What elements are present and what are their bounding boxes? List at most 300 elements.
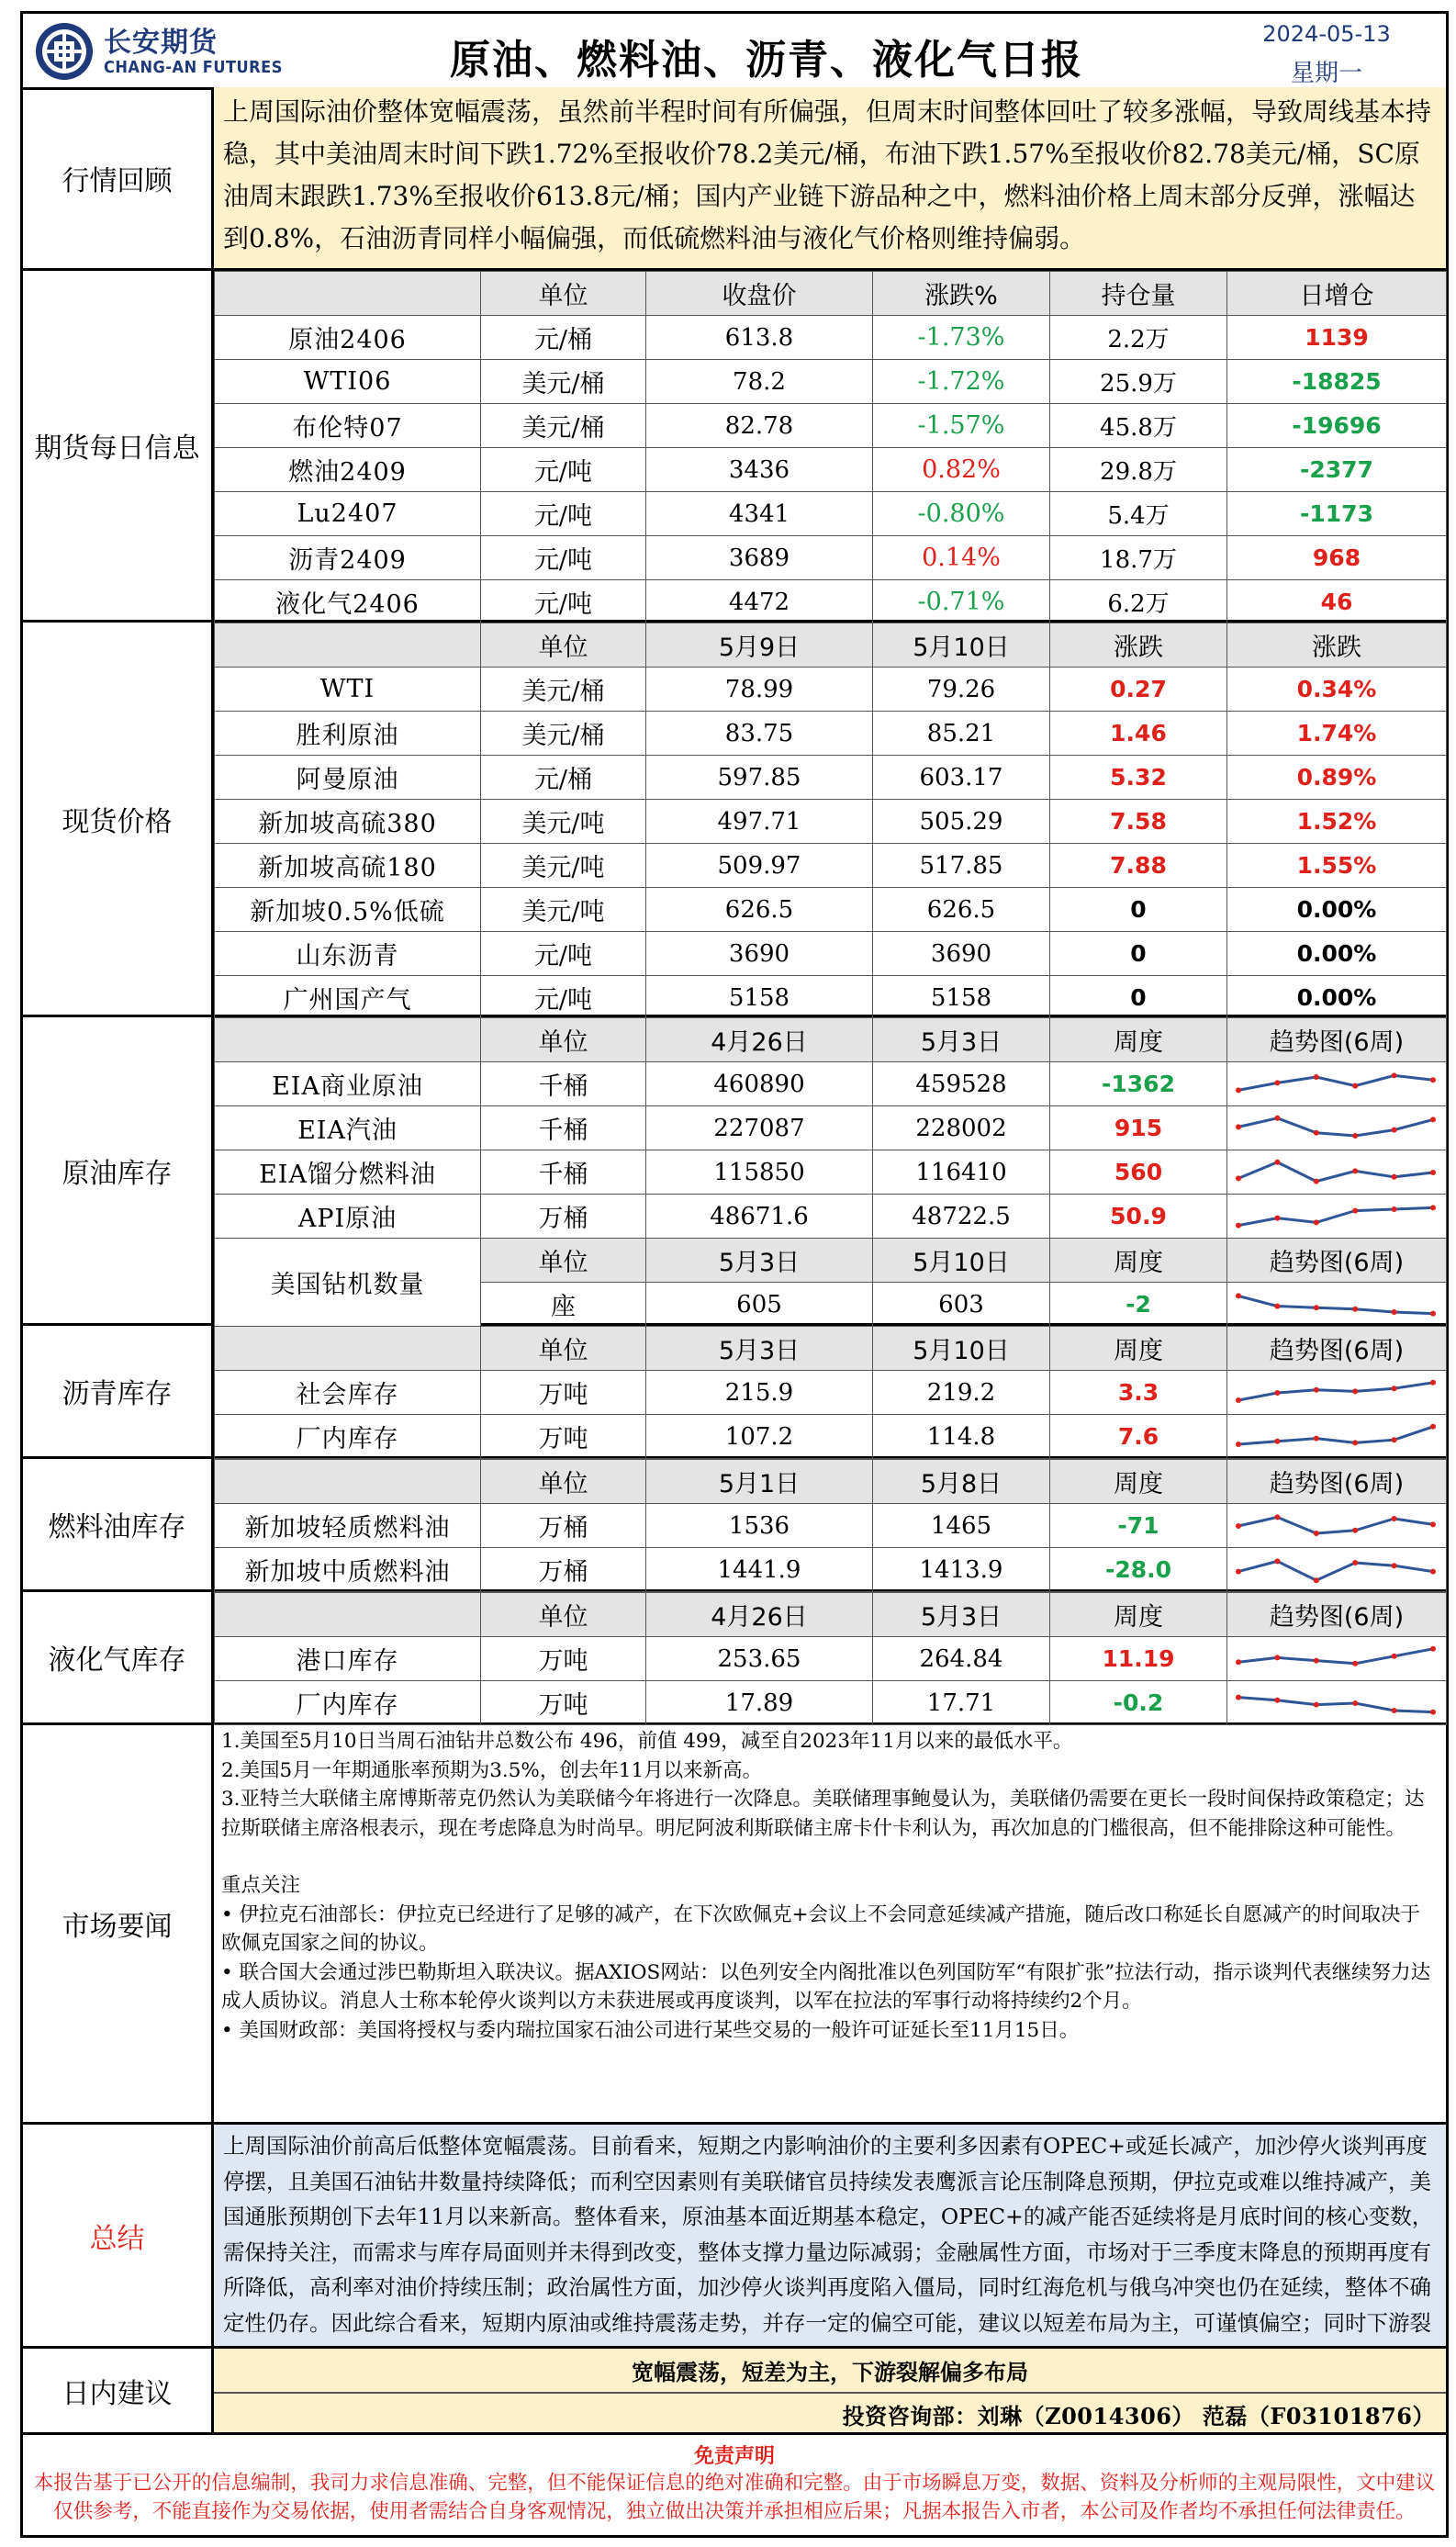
sparkline-point bbox=[1314, 1577, 1319, 1583]
daily-oi-change-cell: 968 bbox=[1227, 536, 1447, 580]
futures-header-row bbox=[215, 272, 1447, 316]
table-header: 5月3日 bbox=[873, 1593, 1050, 1637]
sparkline-point bbox=[1352, 1207, 1358, 1213]
change-cell: 7.58 bbox=[1050, 800, 1227, 844]
table-row bbox=[215, 800, 1447, 844]
summary-section bbox=[23, 2125, 1446, 2349]
sparkline-cell bbox=[1227, 1283, 1447, 1327]
report-page bbox=[20, 11, 1449, 2538]
sparkline-point bbox=[1274, 1303, 1280, 1308]
spot-name: 广州国产气 bbox=[215, 976, 481, 1020]
spot-name: 阿曼原油 bbox=[215, 756, 481, 800]
table-header: 5月1日 bbox=[646, 1460, 873, 1504]
daily-oi-change-cell: -19696 bbox=[1227, 404, 1447, 448]
report-date: 2024-05-13 bbox=[1262, 21, 1391, 47]
contract-name: 液化气2406 bbox=[215, 580, 481, 624]
price-cell: 5158 bbox=[873, 976, 1050, 1020]
table-row bbox=[215, 1371, 1447, 1415]
sparkline-point bbox=[1352, 1168, 1358, 1173]
table-row bbox=[215, 888, 1447, 932]
table-header: 4月26日 bbox=[646, 1018, 873, 1062]
sparkline-point bbox=[1274, 1438, 1280, 1443]
value-cell: 48671.6 bbox=[646, 1195, 873, 1239]
sparkline-point bbox=[1274, 1655, 1280, 1660]
spot-name: 新加坡0.5%低硫 bbox=[215, 888, 481, 932]
price-cell: 79.26 bbox=[873, 668, 1050, 712]
change-pct-cell: -1.57% bbox=[873, 404, 1050, 448]
unit-cell: 万吨 bbox=[481, 1371, 646, 1415]
sparkline-line bbox=[1238, 1426, 1433, 1443]
price-cell: 509.97 bbox=[646, 844, 873, 888]
daily-oi-change-cell: -1173 bbox=[1227, 492, 1447, 536]
value-cell: 114.8 bbox=[873, 1415, 1050, 1459]
inventory-name: 社会库存 bbox=[215, 1371, 481, 1415]
trend-sparkline bbox=[1227, 1196, 1444, 1237]
sparkline-line bbox=[1238, 1517, 1433, 1533]
sparkline-point bbox=[1430, 1568, 1436, 1574]
change-cell: 1.46 bbox=[1050, 712, 1227, 756]
consultant-info: 投资咨询部：刘琳（Z0014306） 范磊（F03101876） bbox=[842, 2403, 1435, 2429]
sparkline-point bbox=[1236, 1523, 1241, 1529]
sparkline-point bbox=[1236, 1175, 1241, 1181]
table-header: 单位 bbox=[481, 1327, 646, 1371]
sparkline-point bbox=[1314, 1178, 1319, 1184]
unit-cell: 万桶 bbox=[481, 1548, 646, 1592]
news-item: 3.亚特兰大联储主席博斯蒂克仍然认为美联储今年将进行一次降息。美联储理事鲍曼认为，美联储仍需要在更长一段时间保持政策稳定；达拉斯联储主席洛根表示，现在考虑降息为时尚早。明尼阿波利斯联储主席卡什卡利认为，再次加息的门槛很高，但不能排除这种可能性。 bbox=[221, 1788, 1425, 1840]
weekly-change-cell: 560 bbox=[1050, 1150, 1227, 1195]
price-cell: 626.5 bbox=[873, 888, 1050, 932]
table-header: 趋势图(6周) bbox=[1227, 1327, 1447, 1371]
unit-cell: 万桶 bbox=[481, 1195, 646, 1239]
weekly-change-cell: -1362 bbox=[1050, 1062, 1227, 1106]
table-row bbox=[215, 580, 1447, 624]
sparkline-point bbox=[1274, 1115, 1280, 1120]
value-cell: 115850 bbox=[646, 1150, 873, 1195]
spot-header: 5月10日 bbox=[873, 623, 1050, 668]
table-row bbox=[215, 1106, 1447, 1150]
lpg-inventory-table bbox=[214, 1592, 1447, 1725]
summary-text: 上周国际油价前高后低整体宽幅震荡。目前看来，短期之内影响油价的主要利多因素有OPEC+或延长减产，加沙停火谈判再度停摆，且美国石油钻井数量持续降低；而利空因素则有美联储官员持续发表鹰派言论压制降息预期，伊拉克或难以维持减产，美国通胀预期创下去年11月以来新高。整体看来，原油基本面近期基本稳定，OPEC+的减产能否延续将是月底时间的核心变数，需保持关注，而需求与库存局面则并未得到改变，整体支撑力量边际减弱；金融属性方面，市场对于三季度末降息的预期再度有所降低，高利率对油价持续压制；政治属性方面，加沙停火谈判再度陷入僵局，同时红海危机与俄乌冲突也仍在延续，整体不确定性仍存。因此综合看来，短期内原油或维持震荡走势，并存一定的偏空可能，建议以短差布局为主，可谨慎偏空；同时下游裂 bbox=[223, 2133, 1434, 2336]
trend-sparkline bbox=[1227, 1285, 1444, 1325]
value-cell: 107.2 bbox=[646, 1415, 873, 1459]
spot-header: 涨跌 bbox=[1227, 623, 1447, 668]
change-pct-cell: 0.00% bbox=[1227, 976, 1447, 1020]
open-interest-cell: 5.4万 bbox=[1050, 492, 1227, 536]
sparkline-point bbox=[1430, 1170, 1436, 1175]
weekly-change-cell: -28.0 bbox=[1050, 1548, 1227, 1592]
sparkline-point bbox=[1430, 1205, 1436, 1210]
lpg-inventory-section bbox=[23, 1592, 1446, 1725]
table-row bbox=[215, 1681, 1447, 1725]
value-cell: 605 bbox=[646, 1283, 873, 1327]
sparkline-point bbox=[1314, 1219, 1319, 1225]
unit-cell: 千桶 bbox=[481, 1150, 646, 1195]
value-cell: 459528 bbox=[873, 1062, 1050, 1106]
spot-name: 新加坡高硫180 bbox=[215, 844, 481, 888]
sparkline-point bbox=[1430, 1379, 1436, 1385]
sparkline-point bbox=[1430, 1310, 1436, 1316]
spot-label: 现货价格 bbox=[23, 623, 214, 1015]
futures-header bbox=[215, 272, 481, 316]
sparkline-point bbox=[1274, 1080, 1280, 1085]
inventory-name: 港口库存 bbox=[215, 1637, 481, 1681]
table-row bbox=[215, 1637, 1447, 1681]
sparkline-point bbox=[1236, 1397, 1241, 1403]
report-title: 原油、燃料油、沥青、液化气日报 bbox=[450, 37, 1083, 84]
sparkline-point bbox=[1430, 1521, 1436, 1527]
sparkline-point bbox=[1392, 1516, 1397, 1521]
sparkline-cell bbox=[1227, 1062, 1447, 1106]
sparkline-cell bbox=[1227, 1415, 1447, 1459]
table-header bbox=[215, 1460, 481, 1504]
trend-sparkline bbox=[1227, 1373, 1444, 1413]
asphalt-inventory-table bbox=[214, 1326, 1447, 1459]
change-pct-cell: 0.00% bbox=[1227, 932, 1447, 976]
futures-header: 收盘价 bbox=[646, 272, 873, 316]
disclaimer-section bbox=[23, 2435, 1446, 2541]
table-row bbox=[215, 1548, 1447, 1592]
unit-cell: 座 bbox=[481, 1283, 646, 1327]
price-cell: 505.29 bbox=[873, 800, 1050, 844]
sparkline-point bbox=[1274, 1558, 1280, 1564]
contract-name: WTI06 bbox=[215, 360, 481, 404]
spot-header-row bbox=[215, 623, 1447, 668]
change-cell: 0 bbox=[1050, 888, 1227, 932]
value-cell: 1465 bbox=[873, 1504, 1050, 1548]
contract-name: 原油2406 bbox=[215, 316, 481, 360]
unit-cell: 元/吨 bbox=[481, 448, 646, 492]
table-header: 5月3日 bbox=[646, 1327, 873, 1371]
table-row bbox=[215, 360, 1447, 404]
trend-sparkline bbox=[1227, 1683, 1444, 1723]
sparkline-point bbox=[1236, 1124, 1241, 1129]
daily-oi-change-cell: -2377 bbox=[1227, 448, 1447, 492]
value-cell: 17.89 bbox=[646, 1681, 873, 1725]
sparkline-point bbox=[1392, 1708, 1397, 1713]
unit-cell: 美元/桶 bbox=[481, 360, 646, 404]
unit-cell: 美元/吨 bbox=[481, 888, 646, 932]
sparkline-point bbox=[1274, 1215, 1280, 1220]
trend-sparkline bbox=[1227, 1506, 1444, 1546]
fuel-oil-inventory-table bbox=[214, 1459, 1447, 1592]
change-cell: 0 bbox=[1050, 976, 1227, 1020]
change-cell: 0 bbox=[1050, 932, 1227, 976]
fuel-oil-header-row bbox=[215, 1460, 1447, 1504]
review-section bbox=[23, 87, 1446, 271]
close-cell: 82.78 bbox=[646, 404, 873, 448]
sparkline-line bbox=[1238, 1697, 1433, 1711]
brand-name-cn: 长安期货 bbox=[104, 27, 218, 59]
futures-section bbox=[23, 271, 1446, 623]
market-news-label: 市场要闻 bbox=[23, 1725, 214, 2122]
sparkline-line bbox=[1238, 1382, 1433, 1399]
change-pct-cell: -0.80% bbox=[873, 492, 1050, 536]
sparkline-point bbox=[1236, 1222, 1241, 1228]
sparkline-point bbox=[1314, 1129, 1319, 1135]
sparkline-point bbox=[1314, 1435, 1319, 1441]
change-pct-cell: 1.55% bbox=[1227, 844, 1447, 888]
open-interest-cell: 25.9万 bbox=[1050, 360, 1227, 404]
futures-header: 持仓量 bbox=[1050, 272, 1227, 316]
lpg-inventory-label: 液化气库存 bbox=[23, 1592, 214, 1722]
sparkline-point bbox=[1352, 1083, 1358, 1088]
sparkline-point bbox=[1430, 1645, 1436, 1651]
sparkline-cell bbox=[1227, 1150, 1447, 1195]
sparkline-cell bbox=[1227, 1637, 1447, 1681]
sparkline-point bbox=[1392, 1173, 1397, 1179]
table-header: 周度 bbox=[1050, 1593, 1227, 1637]
change-pct-cell: 0.00% bbox=[1227, 888, 1447, 932]
spot-header bbox=[215, 623, 481, 668]
table-row bbox=[215, 1195, 1447, 1239]
daily-oi-change-cell: -18825 bbox=[1227, 360, 1447, 404]
news-item: • 联合国大会通过涉巴勒斯坦入联决议。据AXIOS网站：以色列安全内阁批准以色列国防军“有限扩张”拉法行动，指示谈判代表继续努力达成人质协议。消息人士称本轮停火谈判以方未获进展或再度谈判，以军在拉法的军事行动将持续约2个月。 bbox=[221, 1960, 1431, 2013]
news-item bbox=[221, 1843, 1439, 1871]
unit-cell: 万桶 bbox=[481, 1504, 646, 1548]
sparkline-point bbox=[1352, 1306, 1358, 1311]
unit-cell: 万吨 bbox=[481, 1637, 646, 1681]
value-cell: 1441.9 bbox=[646, 1548, 873, 1592]
value-cell: 264.84 bbox=[873, 1637, 1050, 1681]
table-header: 5月10日 bbox=[873, 1239, 1050, 1283]
sparkline-line bbox=[1238, 1075, 1433, 1090]
table-row bbox=[215, 712, 1447, 756]
sparkline-point bbox=[1430, 1077, 1436, 1083]
sparkline-point bbox=[1236, 1568, 1241, 1574]
rig-count-name: 美国钻机数量 bbox=[215, 1239, 481, 1327]
table-header: 单位 bbox=[481, 1018, 646, 1062]
weekly-change-cell: -0.2 bbox=[1050, 1681, 1227, 1725]
contract-name: 燃油2409 bbox=[215, 448, 481, 492]
open-interest-cell: 6.2万 bbox=[1050, 580, 1227, 624]
table-header: 5月10日 bbox=[873, 1327, 1050, 1371]
value-cell: 17.71 bbox=[873, 1681, 1050, 1725]
table-row bbox=[215, 756, 1447, 800]
table-header: 5月3日 bbox=[646, 1239, 873, 1283]
change-cell: 0.27 bbox=[1050, 668, 1227, 712]
sparkline-point bbox=[1430, 1423, 1436, 1429]
price-cell: 5158 bbox=[646, 976, 873, 1020]
sparkline-point bbox=[1392, 1072, 1397, 1078]
table-header: 周度 bbox=[1050, 1327, 1227, 1371]
change-pct-cell: -1.73% bbox=[873, 316, 1050, 360]
report-weekday: 星期一 bbox=[1290, 60, 1362, 87]
table-header: 单位 bbox=[481, 1593, 646, 1637]
sparkline-point bbox=[1274, 1514, 1280, 1520]
unit-cell: 元/吨 bbox=[481, 580, 646, 624]
table-row bbox=[215, 976, 1447, 1020]
value-cell: 603 bbox=[873, 1283, 1050, 1327]
value-cell: 228002 bbox=[873, 1106, 1050, 1150]
table-row bbox=[215, 536, 1447, 580]
value-cell: 48722.5 bbox=[873, 1195, 1050, 1239]
report-header bbox=[23, 14, 1446, 90]
asphalt-inventory-label: 沥青库存 bbox=[23, 1326, 214, 1456]
change-pct-cell: 1.74% bbox=[1227, 712, 1447, 756]
close-cell: 4472 bbox=[646, 580, 873, 624]
change-pct-cell: -0.71% bbox=[873, 580, 1050, 624]
open-interest-cell: 2.2万 bbox=[1050, 316, 1227, 360]
asphalt-header-row bbox=[215, 1327, 1447, 1371]
value-cell: 219.2 bbox=[873, 1371, 1050, 1415]
table-row bbox=[215, 492, 1447, 536]
daily-oi-change-cell: 46 bbox=[1227, 580, 1447, 624]
unit-cell: 万吨 bbox=[481, 1681, 646, 1725]
value-cell: 215.9 bbox=[646, 1371, 873, 1415]
sparkline-cell bbox=[1227, 1371, 1447, 1415]
sparkline-point bbox=[1392, 1386, 1397, 1391]
crude-inventory-header-row bbox=[215, 1018, 1447, 1062]
futures-header: 单位 bbox=[481, 272, 646, 316]
sparkline-point bbox=[1314, 1386, 1319, 1392]
trend-sparkline bbox=[1227, 1064, 1444, 1105]
unit-cell: 元/吨 bbox=[481, 976, 646, 1020]
table-row bbox=[215, 1062, 1447, 1106]
unit-cell: 万吨 bbox=[481, 1415, 646, 1459]
sparkline-point bbox=[1352, 1440, 1358, 1445]
change-pct-cell: 0.89% bbox=[1227, 756, 1447, 800]
table-header: 趋势图(6周) bbox=[1227, 1018, 1447, 1062]
sparkline-point bbox=[1274, 1390, 1280, 1396]
table-header: 周度 bbox=[1050, 1018, 1227, 1062]
inventory-name: 厂内库存 bbox=[215, 1681, 481, 1725]
unit-cell: 美元/桶 bbox=[481, 404, 646, 448]
sparkline-point bbox=[1392, 1206, 1397, 1212]
price-cell: 3690 bbox=[646, 932, 873, 976]
unit-cell: 美元/吨 bbox=[481, 844, 646, 888]
table-row bbox=[215, 1415, 1447, 1459]
trend-sparkline bbox=[1227, 1152, 1444, 1193]
table-header: 趋势图(6周) bbox=[1227, 1593, 1447, 1637]
crude-inventory-section bbox=[23, 1017, 1446, 1326]
spot-name: 新加坡高硫380 bbox=[215, 800, 481, 844]
close-cell: 78.2 bbox=[646, 360, 873, 404]
unit-cell: 美元/桶 bbox=[481, 668, 646, 712]
sparkline-point bbox=[1352, 1700, 1358, 1706]
inventory-name: 新加坡轻质燃料油 bbox=[215, 1504, 481, 1548]
sparkline-point bbox=[1314, 1657, 1319, 1663]
price-cell: 83.75 bbox=[646, 712, 873, 756]
close-cell: 613.8 bbox=[646, 316, 873, 360]
price-cell: 85.21 bbox=[873, 712, 1050, 756]
unit-cell: 元/桶 bbox=[481, 756, 646, 800]
change-pct-cell: 0.34% bbox=[1227, 668, 1447, 712]
futures-header: 日增仓 bbox=[1227, 272, 1447, 316]
brand-name-en: CHANG-AN FUTURES bbox=[104, 58, 283, 77]
inventory-name: 新加坡中质燃料油 bbox=[215, 1548, 481, 1592]
price-cell: 78.99 bbox=[646, 668, 873, 712]
contract-name: Lu2407 bbox=[215, 492, 481, 536]
rig-count-header-row bbox=[215, 1239, 1447, 1283]
weekly-change-cell: -71 bbox=[1050, 1504, 1227, 1548]
spot-name: WTI bbox=[215, 668, 481, 712]
sparkline-point bbox=[1314, 1701, 1319, 1707]
futures-header: 涨跌% bbox=[873, 272, 1050, 316]
sparkline-point bbox=[1314, 1531, 1319, 1536]
weekly-change-cell: 7.6 bbox=[1050, 1415, 1227, 1459]
sparkline-point bbox=[1274, 1159, 1280, 1164]
sparkline-point bbox=[1236, 1442, 1241, 1447]
sparkline-cell bbox=[1227, 1504, 1447, 1548]
changan-logo-icon bbox=[32, 21, 96, 82]
sparkline-line bbox=[1238, 1207, 1433, 1225]
price-cell: 517.85 bbox=[873, 844, 1050, 888]
table-row bbox=[215, 1150, 1447, 1195]
intraday-advice-text: 宽幅震荡，短差为主，下游裂解偏多布局 bbox=[214, 2349, 1446, 2394]
sparkline-point bbox=[1430, 1709, 1436, 1714]
sparkline-point bbox=[1392, 1309, 1397, 1315]
trend-sparkline bbox=[1227, 1550, 1444, 1590]
change-pct-cell: -1.72% bbox=[873, 360, 1050, 404]
news-item: • 伊拉克石油部长：伊拉克已经进行了足够的减产，在下次欧佩克+会议上不会同意延续减产措施，随后改口称延长自愿减产的时间取决于欧佩克国家之间的协议。 bbox=[221, 1902, 1421, 1955]
change-cell: 5.32 bbox=[1050, 756, 1227, 800]
fuel-oil-inventory-section bbox=[23, 1459, 1446, 1592]
table-header bbox=[215, 1327, 481, 1371]
sparkline-point bbox=[1352, 1388, 1358, 1394]
table-header: 周度 bbox=[1050, 1460, 1227, 1504]
sparkline-point bbox=[1352, 1560, 1358, 1565]
sparkline-point bbox=[1352, 1660, 1358, 1666]
crude-inventory-table bbox=[214, 1017, 1447, 1327]
price-cell: 597.85 bbox=[646, 756, 873, 800]
sparkline-cell bbox=[1227, 1548, 1447, 1592]
lpg-header-row bbox=[215, 1593, 1447, 1637]
close-cell: 3436 bbox=[646, 448, 873, 492]
value-cell: 460890 bbox=[646, 1062, 873, 1106]
table-row bbox=[215, 844, 1447, 888]
table-header: 周度 bbox=[1050, 1239, 1227, 1283]
news-item: 2.美国5月一年期通胀率预期为3.5%，创去年11月以来新高。 bbox=[221, 1758, 763, 1782]
summary-label: 总结 bbox=[23, 2125, 214, 2346]
market-news-section bbox=[23, 1725, 1446, 2125]
unit-cell: 美元/吨 bbox=[481, 800, 646, 844]
weekly-change-cell: 3.3 bbox=[1050, 1371, 1227, 1415]
contract-name: 沥青2409 bbox=[215, 536, 481, 580]
weekly-change-cell: 11.19 bbox=[1050, 1637, 1227, 1681]
review-label: 行情回顾 bbox=[23, 87, 214, 268]
inventory-name: API原油 bbox=[215, 1195, 481, 1239]
spot-name: 胜利原油 bbox=[215, 712, 481, 756]
weekly-change-cell: 50.9 bbox=[1050, 1195, 1227, 1239]
sparkline-point bbox=[1392, 1127, 1397, 1132]
unit-cell: 元/吨 bbox=[481, 536, 646, 580]
table-row bbox=[215, 1504, 1447, 1548]
spot-header: 单位 bbox=[481, 623, 646, 668]
news-focus-heading: 重点关注 bbox=[221, 1874, 301, 1897]
sparkline-point bbox=[1392, 1563, 1397, 1568]
table-header: 5月8日 bbox=[873, 1460, 1050, 1504]
value-cell: 116410 bbox=[873, 1150, 1050, 1195]
unit-cell: 元/吨 bbox=[481, 932, 646, 976]
spot-header: 5月9日 bbox=[646, 623, 873, 668]
trend-sparkline bbox=[1227, 1639, 1444, 1679]
sparkline-line bbox=[1238, 1561, 1433, 1580]
spot-section bbox=[23, 623, 1446, 1017]
spot-table bbox=[214, 623, 1447, 1020]
contract-name: 布伦特07 bbox=[215, 404, 481, 448]
sparkline-cell bbox=[1227, 1681, 1447, 1725]
sparkline-line bbox=[1238, 1161, 1433, 1181]
news-item: 1.美国至5月10日当周石油钻井总数公布 496，前值 499，减至自2023年11月以来的最低水平。 bbox=[221, 1730, 1073, 1753]
change-pct-cell: 1.52% bbox=[1227, 800, 1447, 844]
trend-sparkline bbox=[1227, 1108, 1444, 1149]
news-item: • 美国财政部：美国将授权与委内瑞拉国家石油公司进行某些交易的一般许可证延长至11月15日。 bbox=[221, 2018, 1080, 2042]
open-interest-cell: 29.8万 bbox=[1050, 448, 1227, 492]
inventory-name: 厂内库存 bbox=[215, 1415, 481, 1459]
table-row bbox=[215, 404, 1447, 448]
sparkline-point bbox=[1430, 1116, 1436, 1122]
asphalt-inventory-section bbox=[23, 1326, 1446, 1459]
